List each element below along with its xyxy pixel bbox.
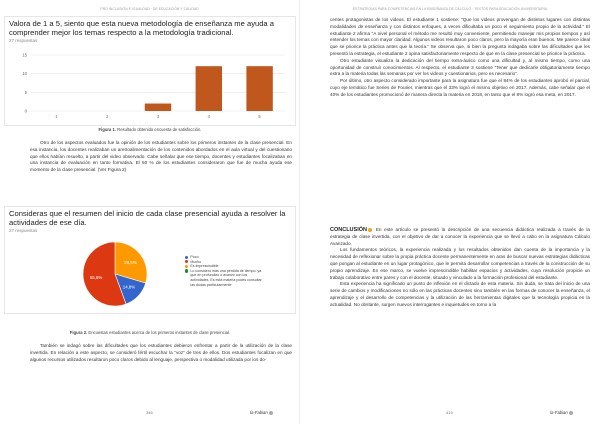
conclusion-paragraph-2: Los fundamentos teóricos, la experiencia realizada y los resultados obtenidos dan cuenta de la importancia y la necesidad de reflexionar sobre la propia práctica docente permanentemente en aras de buscar nuevas estrategias didácticas que pongan al estudiante en un lugar protagónico, que le permita desarrollar competencias a través de la construcción de su propio aprendizaje. En ese marco, se vuelve imprescindible habilitar espacios y actividades, cuya resolución propicie un trabajo colaborativo entre pares y con el docente, situado y vinculado a la formación profesional del estudiante. xyxy=(330,247,590,280)
right-page xyxy=(300,0,600,424)
legend-label: Mucho xyxy=(190,259,202,264)
figure2-caption-label: Figura 2. xyxy=(69,330,88,335)
legend-label: Es imprescindible xyxy=(190,264,219,269)
bar-chart-question: Valora de 1 a 5, siento que esta nueva metodología de enseñanza me ayuda a comprender mejor los temas respecto a la metodología tradicional. xyxy=(9,19,274,37)
logo-dot-icon xyxy=(569,411,573,415)
left-paragraph-2: También se indagó sobre las dificultades que los estudiantes debieron enfrentar a partir de la utilización de la clase invertida. En relación a este aspecto, se consideró fértil escuchar la “voz” de tres de ellos. Dos estudiantes focalizan en que algunos recursos utilizados resultaron poco claros debido al lenguaje, perspectiva o modalidad utilizada por los do- xyxy=(30,343,292,362)
bar-x-tick-label: 2 xyxy=(106,114,109,119)
pie-data-label: 14,8% xyxy=(122,284,136,290)
right-paragraph-3: Por último, otro aspecto considerado importante para la asignatura fue que el 84% de los estudiantes aprobó el parcial, cuyo eje temático fue Series de Fourier, mientras que el 33% logró el mismo objetivo en 2017. Además, cabe señalar que el 40% de los estudiantes promocionó de manera directa la materia en 2018, en tanto que el 8% logró esa meta, en 2017. xyxy=(330,78,590,97)
bar-y-tick-label: 5 xyxy=(24,89,27,95)
conclusion-paragraph-3: Esta experiencia ha significado un punto de inflexión en el dictado de esta materia. Sin duda, se trata del inicio de una serie de cambios y modificaciones no sólo en las prácticas docentes sino también en las formas de conocer la enseñanza, el aprendizaje y el desarrollo de competencias y la utilización de las herramientas digitales que la tecnología propicia en la actualidad. No obstante, surgen nuevos interrogantes e inquietudes en torno a la xyxy=(330,281,590,307)
left-paragraph-1: Otro de los aspectos evaluados fue la opinión de los estudiantes sobre los primeros instantes de la clase presencial. En esa instancia, los docentes realizaban un aretroalimentación de los contenidos abordados en el aula virtual y del cuestionario que ellos habían resuelto, a partir del video observado. Cabe señalar que ese tiempo, docentes y estudiantes focalizaban en una instancia de evaluación en tanto formativa. El 50 % de los estudiantes consideraron que fue de mucha ayuda ese momento de la clase presencial. (Ver Figura 2) xyxy=(30,140,292,173)
left-page-number: 346 xyxy=(146,410,153,415)
bar-chart-card xyxy=(4,16,296,126)
pie-legend-item xyxy=(185,269,265,287)
bar-5 xyxy=(246,66,272,111)
pie-legend xyxy=(185,255,265,287)
bar-3 xyxy=(145,104,171,111)
figure1-caption-label: Figura 1. xyxy=(98,127,116,132)
bar-4 xyxy=(196,66,222,111)
figure1-caption-text: Resultado obtenido encuesta de satisfacción. xyxy=(117,127,202,132)
orange-dot-icon xyxy=(368,228,372,232)
bar-x-tick-label: 1 xyxy=(55,114,58,119)
bar-y-tick-label: 15 xyxy=(22,52,27,58)
conclusion-heading: CONCLUSIÓN xyxy=(330,227,367,233)
right-footer-logo: Ía·Fabian xyxy=(550,410,573,415)
legend-label: Poco xyxy=(190,255,199,259)
right-text-block xyxy=(330,17,590,99)
bar-y-tick-label: 10 xyxy=(22,71,27,77)
pie-data-label: 29,6% xyxy=(124,260,137,266)
logo-dot-icon xyxy=(269,411,273,415)
pie-chart-card xyxy=(4,206,296,314)
pie-chart-question: Consideras que el resumen del inicio de cada clase presencial ayuda a resolver la actividades de ese día. xyxy=(9,209,286,227)
conclusion-block xyxy=(330,227,590,309)
legend-label: Lo considero más una pérdida de tiempo, ya que en profundizo o avanzo con los actividades. Es está materia podes consultar las dudas particularmente xyxy=(190,268,262,287)
legend-swatch xyxy=(185,269,188,272)
right-paragraph-1: centes protagonistas de los videos. El estudiante 1 sostiene: “Que los videos provengan de distintos lugares con distintas modalidades de enseñanza y con distintos enfoques, a veces dificultaba un poco el seguimiento propio de la actividad.” El estudiante 2 afirma “A nivel personal el método me resultó muy conveniente, permitiendo manejar mis propios tiempos y así entender los temas con mayor claridad. Algunos videos resultaron poco claros, pero la mayoría eran buenos. Me parece ideal que se priorice la práctica antes que la teoría.” Se observa que, si bien la pregunta indagaba sobre las dificultades que les presentó la estrategia, el estudiante 2 opina satisfactoriamente respecto de que en la clase presencial se priorice la práctica. xyxy=(330,17,590,56)
right-paragraph-2: Otro estudiante visualiza la dedicación del tiempo extra-áulico como una dificultad y, al mismo tiempo, como una oportunidad de construir conocimientos. Al respecto, el estudiante 3 sostiene “Tener que dedicarle obligatoriamente tiempo extra a la materia todas las semanas por ver los videos y cuestionarios, pero es necesario”. xyxy=(330,57,590,77)
bar-x-tick-label: 3 xyxy=(156,114,160,119)
figure2-caption xyxy=(0,330,300,335)
bar-x-tick-label: 5 xyxy=(258,114,261,119)
conclusion-paragraph-1: En este artículo se presentó la descripción de una secuencia didáctica realizada a través de la estrategia de clase invertida, con el objetivo de dar a conocer la experiencia que se llevó a cabo en la asignatura Cálculo Avanzado. xyxy=(330,227,590,246)
bar-y-tick-label: 0 xyxy=(24,108,27,114)
left-footer-logo: Ía·Fabian xyxy=(250,410,273,415)
bar-chart-responses: 27 respuestas xyxy=(9,38,38,43)
bar-x-tick-label: 4 xyxy=(207,114,210,119)
pie-chart-responses: 27 respuestas xyxy=(9,228,38,233)
pie-data-label: 55,6% xyxy=(89,274,103,280)
legend-swatch xyxy=(185,256,188,259)
right-running-head: ESTRATEGIAS PARA COMPETENCIAS EN LA ENSEÑANZA DE CÁLCULO · TEXTOS PARA EDUCACIÓN UNIVERSITARIA xyxy=(352,7,548,11)
figure1-caption xyxy=(0,127,300,132)
pie-chart xyxy=(55,239,175,309)
bar-chart xyxy=(5,51,295,123)
legend-swatch xyxy=(185,260,188,263)
left-running-head: PRO INCLUSIÓN E IGUALDAD · DE EDUCACIÓN Y CALIDAD xyxy=(100,7,199,11)
figure2-caption-text: Encuestas estudiantes acerca de los primeros instantes de clase presencial. xyxy=(88,330,231,335)
right-page-number: 419 xyxy=(446,410,453,415)
legend-swatch xyxy=(185,265,188,268)
